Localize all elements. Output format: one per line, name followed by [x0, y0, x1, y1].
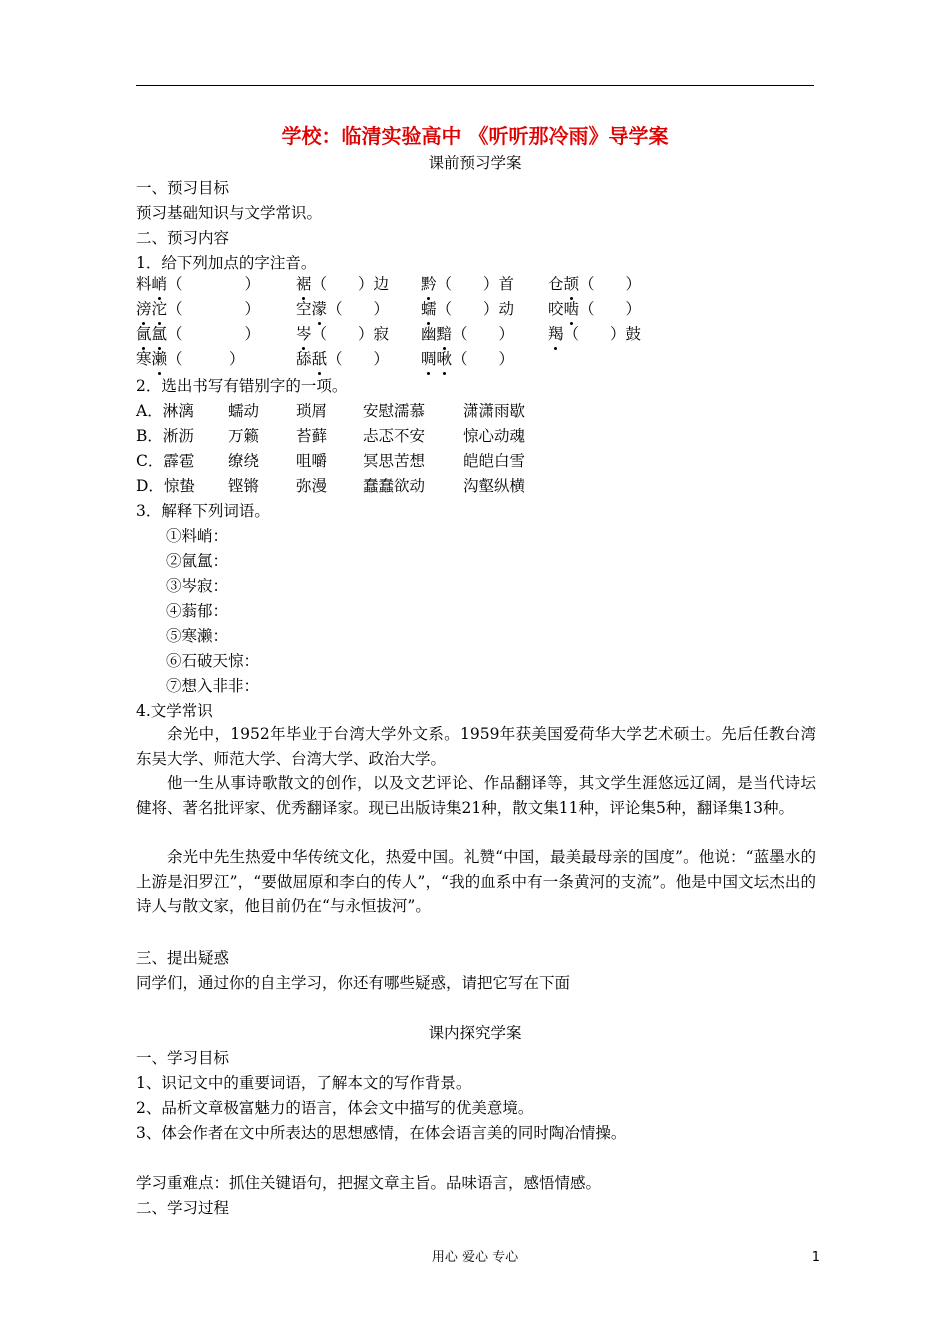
option-word: 琐屑 — [296, 402, 328, 420]
key-points: 学习重难点：抓住关键语句，把握文章主旨。品味语言，感悟情感。 — [136, 1174, 602, 1192]
term-item: ①料峭： — [166, 527, 229, 545]
pinyin-item: 黔（ ）首 — [421, 275, 515, 293]
preview-content-heading: 二、预习内容 — [136, 229, 230, 247]
pinyin-item: 咬啮（ ） — [548, 300, 642, 318]
term-item: ②氤氲： — [166, 552, 229, 570]
term-item: ③岑寂： — [166, 577, 229, 595]
option-word: 安慰濡慕 — [363, 402, 426, 420]
header-rule — [136, 85, 814, 86]
pinyin-item: 滂沱（ ） — [136, 300, 261, 318]
pinyin-row — [136, 348, 816, 370]
footer-text: 用心 爱心 专心 — [431, 1250, 519, 1265]
option-label: C．霹雹 — [136, 452, 195, 470]
pinyin-row — [136, 273, 816, 295]
option-row — [136, 450, 816, 472]
section-heading-preview: 课前预习学案 — [428, 154, 522, 172]
option-row — [136, 400, 816, 422]
pinyin-item: 空濛（ ） — [296, 300, 390, 318]
option-word: 铿锵 — [228, 477, 260, 495]
option-row — [136, 425, 816, 447]
option-word: 冥思苦想 — [363, 452, 426, 470]
bio-paragraph: 他一生从事诗歌散文的创作，以及文艺评论、作品翻译等，其文学生涯悠远辽阔，是当代诗坛健将、著名批评家、优秀翻译家。现已出版诗集21种，散文集11种，评论集5种，翻译集13种。 — [136, 774, 816, 817]
doubt-heading: 三、提出疑惑 — [136, 949, 230, 967]
question-4: 4.文学常识 — [136, 702, 213, 720]
option-word: 弥漫 — [296, 477, 328, 495]
pinyin-row — [136, 323, 816, 345]
section-heading-inclass: 课内探究学案 — [428, 1024, 522, 1042]
preview-goal-heading: 一、预习目标 — [136, 179, 230, 197]
pinyin-row — [136, 298, 816, 320]
pinyin-item: 幽黯（ ） — [421, 325, 515, 343]
option-row — [136, 475, 816, 497]
option-word: 惊心动魂 — [463, 427, 526, 445]
learning-goal: 2、品析文章极富魅力的语言，体会文中描写的优美意境。 — [136, 1099, 534, 1117]
question-3: 3．解释下列词语。 — [136, 502, 270, 520]
pinyin-item: 料峭（ ） — [136, 275, 261, 293]
option-word: 沟壑纵横 — [463, 477, 526, 495]
pinyin-item: 寒濑（ ） — [136, 350, 245, 368]
option-word: 蠕动 — [228, 402, 260, 420]
bio-paragraph: 余光中，1952年毕业于台湾大学外文系。1959年获美国爱荷华大学艺术硕士。先后任教台湾东吴大学、师范大学、台湾大学、政治大学。 — [136, 725, 816, 768]
bio-paragraph: 余光中先生热爱中华传统文化，热爱中国。礼赞“中国，最美最母亲的国度”。他说：“蓝墨水的上游是汨罗江”，“要做屈原和李白的传人”，“我的血系中有一条黄河的支流”。他是中国文坛杰出的诗人与散文家，他目前仍在“与永恒拔河”。 — [136, 848, 816, 915]
pinyin-item: 舔舐（ ） — [296, 350, 390, 368]
pinyin-item: 啁啾（ ） — [421, 350, 515, 368]
preview-goal-text: 预习基础知识与文学常识。 — [136, 204, 323, 222]
option-label: D．惊蛰 — [136, 477, 195, 495]
term-item: ⑥石破天惊： — [166, 652, 260, 670]
term-item: ④蓊郁： — [166, 602, 229, 620]
learning-goal-heading: 一、学习目标 — [136, 1049, 230, 1067]
option-label: A．淋漓 — [136, 402, 194, 420]
question-2: 2．选出书写有错别字的一项。 — [136, 377, 348, 395]
option-word: 苔藓 — [296, 427, 328, 445]
pinyin-item: 氤氲（ ） — [136, 325, 261, 343]
term-item: ⑦想入非非： — [166, 677, 260, 695]
pinyin-item: 裾（ ）边 — [296, 275, 390, 293]
option-word: 潇潇雨歇 — [463, 402, 526, 420]
document-title: 学校：临清实验高中 《听听那冷雨》导学案 — [281, 124, 669, 148]
option-word: 万籁 — [228, 427, 260, 445]
doubt-text: 同学们，通过你的自主学习，你还有哪些疑惑，请把它写在下面 — [136, 974, 571, 992]
learning-goal: 1、识记文中的重要词语，了解本文的写作背景。 — [136, 1074, 472, 1092]
option-word: 皑皑白雪 — [463, 452, 526, 470]
option-word: 忐忑不安 — [363, 427, 426, 445]
process-heading: 二、学习过程 — [136, 1199, 230, 1217]
learning-goal: 3、体会作者在文中所表达的思想感情，在体会语言美的同时陶冶情操。 — [136, 1124, 627, 1142]
pinyin-item: 蠕（ ）动 — [421, 300, 515, 318]
term-item: ⑤寒濑： — [166, 627, 229, 645]
option-word: 蠢蠢欲动 — [363, 477, 426, 495]
pinyin-item: 岑（ ）寂 — [296, 325, 390, 343]
pinyin-item: 仓颉（ ） — [548, 275, 642, 293]
option-label: B．淅沥 — [136, 427, 194, 445]
option-word: 咀嚼 — [296, 452, 328, 470]
question-1: 1．给下列加点的字注音。 — [136, 254, 317, 272]
option-word: 缭绕 — [228, 452, 260, 470]
pinyin-item: 羯（ ）鼓 — [548, 325, 642, 343]
page-number: 1 — [811, 1250, 820, 1265]
